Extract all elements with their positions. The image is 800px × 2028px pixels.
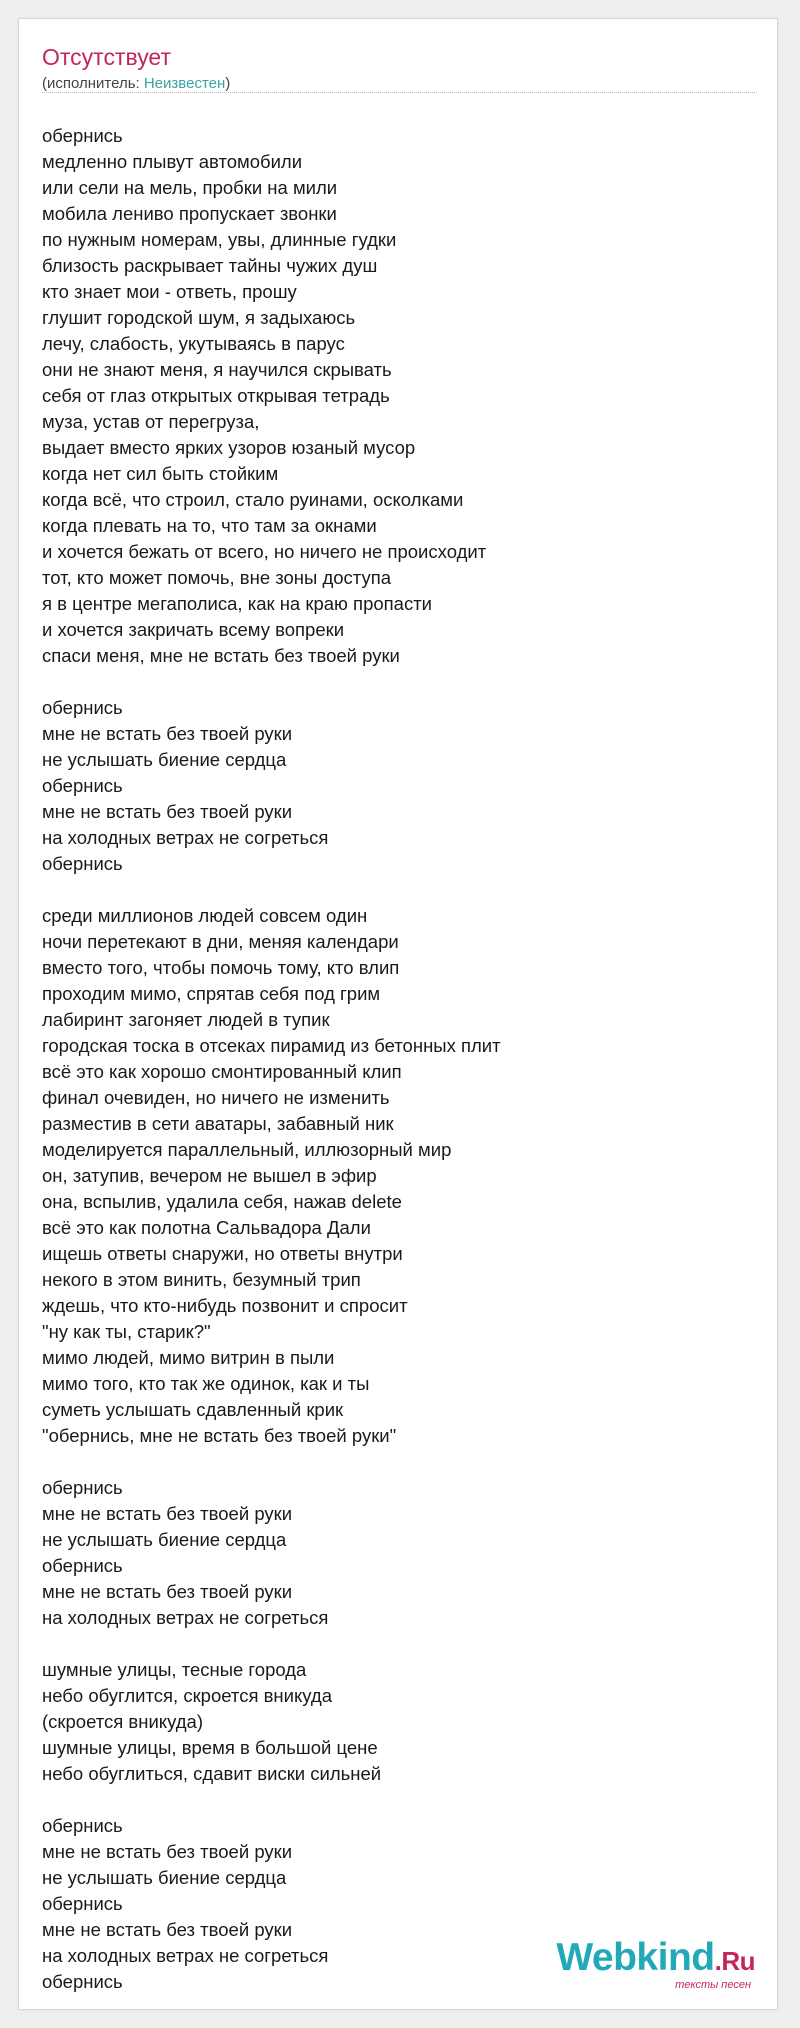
lyric-line: мимо того, кто так же одинок, как и ты <box>42 1373 370 1394</box>
lyric-line: обернись <box>42 1971 123 1992</box>
lyric-line: когда нет сил быть стойким <box>42 463 279 484</box>
lyric-line: обернись <box>42 1555 123 1576</box>
lyric-line: когда плевать на то, что там за окнами <box>42 515 377 536</box>
lyric-line: мне не встать без твоей руки <box>42 723 293 744</box>
lyric-line: "обернись, мне не встать без твоей руки" <box>42 1425 397 1446</box>
lyric-line: ночи перетекают в дни, меняя календари <box>42 931 399 952</box>
lyric-line: глушит городской шум, я задыхаюсь <box>42 307 356 328</box>
lyric-line: они не знают меня, я научился скрывать <box>42 359 392 380</box>
lyric-line: близость раскрывает тайны чужих душ <box>42 255 378 276</box>
stanza-break <box>42 669 742 695</box>
lyric-line: лабиринт загоняет людей в тупик <box>42 1009 330 1030</box>
lyric-line: обернись <box>42 125 123 146</box>
lyric-line: не услышать биение сердца <box>42 749 287 770</box>
lyric-line: я в центре мегаполиса, как на краю пропасти <box>42 593 433 614</box>
lyric-line: лечу, слабость, укутываясь в парус <box>42 333 345 354</box>
logo-wordmark <box>556 1938 755 1981</box>
lyric-line: и хочется бежать от всего, но ничего не происходит <box>42 541 487 562</box>
divider <box>42 92 757 93</box>
lyric-line: мне не встать без твоей руки <box>42 1919 293 1940</box>
lyric-line: всё это как полотна Сальвадора Дали <box>42 1217 371 1238</box>
lyric-line: шумные улицы, время в большой цене <box>42 1737 378 1758</box>
lyric-line: (скроется вникуда) <box>42 1711 203 1732</box>
logo-tagline: тексты песен <box>675 1979 751 1991</box>
lyric-line: городская тоска в отсеках пирамид из бетонных плит <box>42 1035 501 1056</box>
lyric-line: мобила лениво пропускает звонки <box>42 203 337 224</box>
lyric-line: финал очевиден, но ничего не изменить <box>42 1087 390 1108</box>
logo-name: Webkind <box>556 1936 715 1979</box>
lyric-line: ищешь ответы снаружи, но ответы внутри <box>42 1243 403 1264</box>
lyric-line: мне не встать без твоей руки <box>42 1503 293 1524</box>
lyric-line: ждешь, что кто-нибудь позвонит и спросит <box>42 1295 408 1316</box>
lyric-line: мне не встать без твоей руки <box>42 1581 293 1602</box>
lyric-line: мне не встать без твоей руки <box>42 1841 293 1862</box>
stanza-break <box>42 1449 742 1475</box>
lyric-line: или сели на мель, пробки на мили <box>42 177 338 198</box>
lyric-line: разместив в сети аватары, забавный ник <box>42 1113 394 1134</box>
lyric-line: всё это как хорошо смонтированный клип <box>42 1061 402 1082</box>
lyric-line: спаси меня, мне не встать без твоей руки <box>42 645 400 666</box>
artist-suffix: ) <box>225 75 231 92</box>
lyric-line: обернись <box>42 853 123 874</box>
lyric-line: среди миллионов людей совсем один <box>42 905 368 926</box>
lyric-line: она, вспылив, удалила себя, нажав delete <box>42 1191 402 1212</box>
lyric-line: и хочется закричать всему вопреки <box>42 619 345 640</box>
lyric-line: медленно плывут автомобили <box>42 151 303 172</box>
lyric-line: шумные улицы, тесные города <box>42 1659 307 1680</box>
lyric-line: на холодных ветрах не согреться <box>42 827 329 848</box>
lyric-line: проходим мимо, спрятав себя под грим <box>42 983 381 1004</box>
stanza-break <box>42 1787 742 1813</box>
lyric-line: "ну как ты, старик?" <box>42 1321 211 1342</box>
lyric-line: не услышать биение сердца <box>42 1867 287 1888</box>
lyric-line: некого в этом винить, безумный трип <box>42 1269 361 1290</box>
lyric-line: обернись <box>42 1477 123 1498</box>
site-logo[interactable] <box>556 1938 755 1991</box>
lyric-line: выдает вместо ярких узоров юзаный мусор <box>42 437 416 458</box>
lyric-line: муза, устав от перегруза, <box>42 411 260 432</box>
lyric-line: по нужным номерам, увы, длинные гудки <box>42 229 397 250</box>
lyric-line: суметь услышать сдавленный крик <box>42 1399 344 1420</box>
lyrics-page <box>18 18 778 2010</box>
lyric-line: обернись <box>42 697 123 718</box>
lyric-line: вместо того, чтобы помочь тому, кто влип <box>42 957 400 978</box>
lyric-line: небо обуглиться, сдавит виски сильней <box>42 1763 382 1784</box>
stanza-break <box>42 1631 742 1657</box>
song-title: Отсутствует <box>42 44 171 70</box>
lyric-line: мимо людей, мимо витрин в пыли <box>42 1347 335 1368</box>
lyric-line: себя от глаз открытых открывая тетрадь <box>42 385 390 406</box>
artist-link[interactable]: Неизвестен <box>143 75 226 92</box>
lyric-line: моделируется параллельный, иллюзорный мир <box>42 1139 452 1160</box>
lyric-line: обернись <box>42 775 123 796</box>
lyric-line: мне не встать без твоей руки <box>42 801 293 822</box>
lyric-line: обернись <box>42 1893 123 1914</box>
artist-prefix: (исполнитель: <box>42 75 144 92</box>
artist-line <box>42 75 230 93</box>
lyric-line: он, затупив, вечером не вышел в эфир <box>42 1165 377 1186</box>
lyric-line: на холодных ветрах не согреться <box>42 1945 329 1966</box>
lyric-line: небо обуглится, скроется вникуда <box>42 1685 333 1706</box>
lyric-line: тот, кто может помочь, вне зоны доступа <box>42 567 392 588</box>
lyric-line: обернись <box>42 1815 123 1836</box>
lyric-line: кто знает мои - ответь, прошу <box>42 281 297 302</box>
lyric-line: когда всё, что строил, стало руинами, осколками <box>42 489 464 510</box>
lyrics-text <box>42 123 742 1995</box>
lyric-line: не услышать биение сердца <box>42 1529 287 1550</box>
stanza-break <box>42 877 742 903</box>
lyric-line: на холодных ветрах не согреться <box>42 1607 329 1628</box>
logo-domain: .Ru <box>714 1946 755 1976</box>
